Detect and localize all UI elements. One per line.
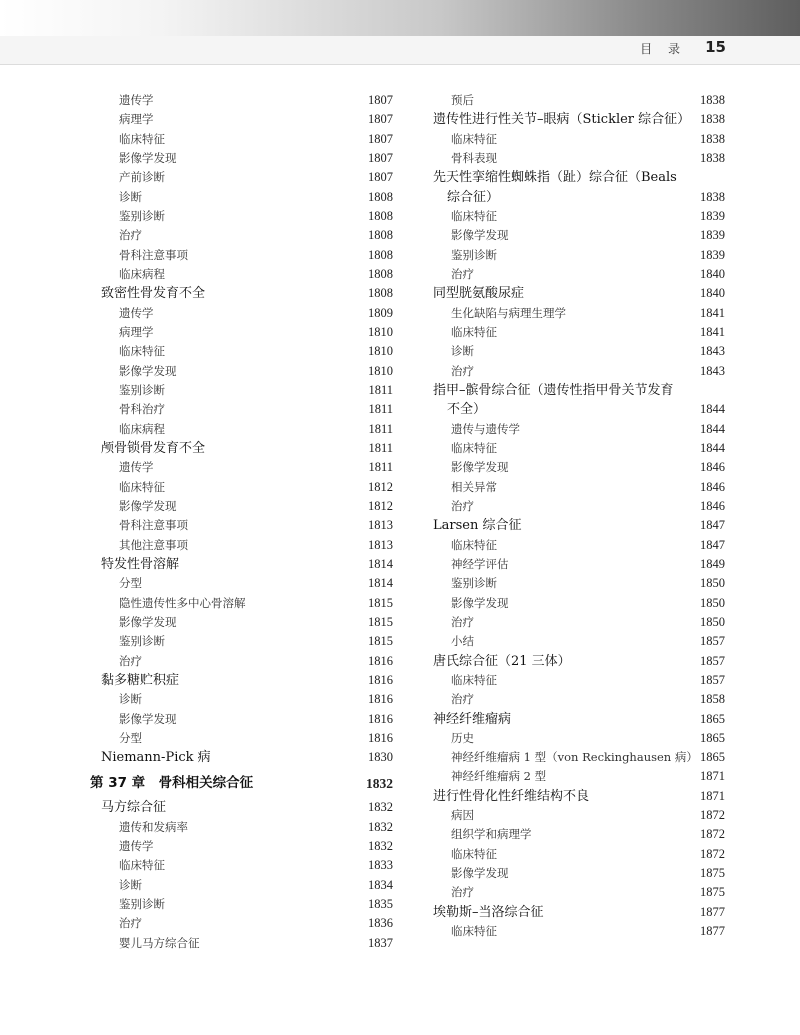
toc-entry [433, 207, 725, 226]
toc-entry-title: 治疗 [451, 614, 474, 629]
toc-entry-page: 1838 [700, 131, 725, 146]
toc-entry-title: 治疗 [119, 653, 142, 668]
toc-entry-page: 1872 [700, 827, 725, 842]
toc-entry-title: 鉴别诊断 [119, 208, 165, 223]
toc-entry-title: 分型 [119, 576, 142, 591]
toc-entry-title: 小结 [451, 634, 474, 649]
toc-entry-title: 遗传性进行性关节–眼病（Stickler 综合征） [433, 112, 691, 128]
section-label: 目 录 [640, 42, 686, 56]
toc-entry-page: 1808 [368, 189, 393, 204]
toc-entry-page: 1810 [368, 324, 393, 339]
toc-entry-title: 临床特征 [451, 846, 497, 861]
toc-entry [433, 265, 725, 284]
toc-entry [101, 110, 393, 129]
toc-entry [101, 710, 393, 729]
toc-entry [433, 188, 725, 207]
toc-entry-page: 1850 [700, 614, 725, 629]
toc-entry-title: 治疗 [451, 266, 474, 281]
toc-entry [433, 825, 725, 844]
toc-entry-page: 1840 [700, 266, 725, 281]
toc-entry-page: 1839 [700, 208, 725, 223]
toc-entry [101, 594, 393, 613]
toc-entry [433, 748, 725, 767]
toc-entry-title: 临床特征 [119, 858, 165, 873]
toc-entry-page: 1813 [368, 537, 393, 552]
toc-entry-title: 病因 [451, 808, 474, 823]
toc-entry-title: 临床特征 [451, 440, 497, 455]
toc-entry-page: 1872 [700, 846, 725, 861]
toc-entry-page: 1830 [368, 750, 393, 765]
toc-entry [433, 110, 725, 129]
toc-entry [101, 149, 393, 168]
toc-entry-page: 1858 [700, 692, 725, 707]
toc-entry-title: 组织学和病理学 [451, 827, 532, 842]
toc-entry-title: 临床特征 [451, 924, 497, 939]
toc-entry [101, 729, 393, 748]
toc-entry [433, 130, 725, 149]
toc-entry [433, 922, 725, 941]
toc-entry-page: 1811 [368, 382, 393, 397]
toc-entry [101, 284, 393, 303]
toc-entry [433, 381, 725, 400]
toc-entry-page: 1833 [368, 858, 393, 873]
toc-entry-page: 1807 [368, 93, 393, 107]
toc-entry-page: 1865 [700, 730, 725, 745]
toc-entry [101, 91, 393, 110]
toc-entry-page: 1807 [368, 170, 393, 185]
toc-entry-title: 不全） [447, 402, 487, 418]
top-gradient-bar [0, 0, 800, 36]
toc-entry-title: 影像学发现 [119, 363, 177, 378]
toc-entry-title: 影像学发现 [451, 460, 509, 475]
toc-entry-page: 1871 [700, 788, 725, 803]
toc-entry [101, 574, 393, 593]
toc-entry-page: 1846 [700, 460, 725, 475]
toc-entry [433, 304, 725, 323]
toc-entry-page: 1857 [700, 672, 725, 687]
toc-entry-title: 诊断 [119, 877, 142, 892]
toc-entry-page: 1810 [368, 344, 393, 359]
toc-entry-title: 神经纤维瘤病 1 型（von Reckinghausen 病） [451, 750, 698, 765]
toc-entry [101, 207, 393, 226]
toc-entry-page: 1844 [700, 440, 725, 455]
toc-entry-title: 遗传和发病率 [119, 819, 188, 834]
toc-entry [433, 420, 725, 439]
toc-entry-title: 治疗 [119, 228, 142, 243]
toc-entry-page: 1843 [700, 344, 725, 359]
toc-entry-title: 治疗 [451, 498, 474, 513]
toc-entry-page: 1839 [700, 228, 725, 243]
toc-entry-page: 1815 [368, 634, 393, 649]
toc-entry-title: 影像学发现 [119, 711, 177, 726]
toc-entry-title: 影像学发现 [119, 614, 177, 629]
toc-entry-title: 唐氏综合征（21 三体） [433, 653, 571, 669]
toc-entry-title: 临床特征 [451, 208, 497, 223]
toc-entry-page: 1865 [700, 750, 725, 765]
toc-entry-page: 1807 [368, 150, 393, 165]
chapter-heading [90, 769, 393, 798]
toc-entry [433, 400, 725, 419]
toc-entry [433, 903, 725, 922]
toc-entry-page: 1844 [700, 421, 725, 436]
toc-entry-page: 1850 [700, 576, 725, 591]
toc-entry-title: 神经纤维瘤病 [433, 711, 512, 727]
toc-entry-title: 埃勒斯–当洛综合征 [433, 904, 544, 920]
toc-entry-title: 先天性挛缩性蜘蛛指（趾）综合征（Beals [433, 170, 677, 186]
toc-entry-page: 1865 [700, 711, 725, 726]
toc-entry-page: 1847 [700, 518, 725, 533]
toc-entry-page: 1807 [368, 131, 393, 146]
toc-entry-page: 1832 [368, 800, 393, 815]
toc-entry-title: 相关异常 [451, 479, 497, 494]
toc-entry-title: 诊断 [119, 692, 142, 707]
toc-entry-page: 1816 [368, 653, 393, 668]
toc-entry-title: 特发性骨溶解 [101, 556, 180, 572]
toc-entry [101, 265, 393, 284]
toc-entry-title: 临床特征 [119, 344, 165, 359]
toc-entry [433, 594, 725, 613]
toc-entry-title: 临床特征 [119, 479, 165, 494]
toc-entry [101, 798, 393, 817]
toc-entry-page: 1841 [700, 305, 725, 320]
toc-entry [433, 555, 725, 574]
toc-entry-title: 综合征） [447, 189, 500, 205]
toc-entry-title: 骨科表现 [451, 150, 497, 165]
toc-entry-title: 治疗 [451, 363, 474, 378]
toc-entry-title: 临床特征 [451, 324, 497, 339]
toc-entry-title: 影像学发现 [119, 498, 177, 513]
toc-entry-title: 影像学发现 [119, 150, 177, 165]
toc-entry-title: 临床特征 [119, 131, 165, 146]
toc-entry-title: 鉴别诊断 [119, 634, 165, 649]
toc-entry-title: 隐性遗传性多中心骨溶解 [119, 595, 246, 610]
toc-entry-page: 1846 [700, 479, 725, 494]
toc-entry-title: 进行性骨化性纤维结构不良 [433, 788, 590, 804]
toc-entry-page: 1875 [700, 885, 725, 900]
toc-entry-title: 黏多糖贮积症 [101, 672, 180, 688]
toc-entry-title: 骨科注意事项 [119, 518, 188, 533]
toc-entry-title: 马方综合征 [101, 800, 167, 816]
toc-entry-title: 遗传学 [119, 460, 154, 475]
toc-entry-title: 临床特征 [451, 537, 497, 552]
toc-entry [101, 497, 393, 516]
toc-entry-page: 1834 [368, 877, 393, 892]
toc-entry [433, 690, 725, 709]
toc-entry-page: 1857 [700, 653, 725, 668]
toc-entry-title: 致密性骨发育不全 [101, 286, 206, 302]
toc-entry-title: 指甲–髌骨综合征（遗传性指甲骨关节发育 [433, 382, 674, 398]
toc-entry-page: 1816 [368, 692, 393, 707]
toc-entry-page: 1844 [700, 402, 725, 417]
toc-entry [433, 516, 725, 535]
toc-entry-page: 1815 [368, 595, 393, 610]
toc-entry-page: 1839 [700, 247, 725, 262]
toc-entry [433, 91, 725, 110]
toc-entry-title: 生化缺陷与病理生理学 [451, 305, 566, 320]
toc-entry [433, 478, 725, 497]
toc-entry-page: 1813 [368, 518, 393, 533]
toc-entry-page: 1847 [700, 537, 725, 552]
toc-entry-title: 治疗 [119, 916, 142, 931]
toc-entry [433, 536, 725, 555]
toc-entry-title: 婴儿马方综合征 [119, 935, 200, 950]
toc-entry [101, 536, 393, 555]
toc-entry-title: 病理学 [119, 112, 154, 127]
toc-entry-page: 1857 [700, 634, 725, 649]
toc-entry-title: 病理学 [119, 324, 154, 339]
toc-entry-page: 1811 [368, 460, 393, 475]
toc-entry-title: 临床病程 [119, 421, 165, 436]
toc-entry [433, 168, 725, 187]
toc-entry [433, 806, 725, 825]
toc-entry-page: 1840 [700, 286, 725, 301]
toc-entry-title: 预后 [451, 93, 474, 107]
toc-entry [101, 420, 393, 439]
toc-entry-page: 1850 [700, 595, 725, 610]
toc-entry-page: 1811 [368, 440, 393, 455]
toc-entry-page: 1872 [700, 808, 725, 823]
toc-entry-page: 1838 [700, 112, 725, 127]
toc-entry [101, 304, 393, 323]
toc-entry-page: 1871 [700, 769, 725, 784]
toc-entry [101, 168, 393, 187]
toc-entry [433, 864, 725, 883]
toc-entry [101, 671, 393, 690]
toc-entry [433, 845, 725, 864]
toc-entry-title: 鉴别诊断 [451, 576, 497, 591]
toc-entry-title: 其他注意事项 [119, 537, 188, 552]
toc-entry [101, 362, 393, 381]
toc-entry [101, 342, 393, 361]
toc-entry [433, 574, 725, 593]
toc-entry-title: 治疗 [451, 692, 474, 707]
toc-entry-page: 1835 [368, 897, 393, 912]
toc-entry-title: Larsen 综合征 [433, 518, 522, 534]
toc-entry-page: 1808 [368, 286, 393, 301]
toc-entry [101, 914, 393, 933]
toc-entry-page: 1846 [700, 498, 725, 513]
toc-entry-title: 第 37 章 骨科相关综合征 [90, 775, 254, 792]
toc-entry-title: 分型 [119, 730, 142, 745]
toc-entry-page: 1841 [700, 324, 725, 339]
toc-left-column [90, 91, 393, 953]
toc-entry [101, 613, 393, 632]
toc-entry [101, 652, 393, 671]
toc-entry-page: 1843 [700, 363, 725, 378]
toc-entry-title: 临床病程 [119, 266, 165, 281]
toc-entry-title: 遗传学 [119, 93, 154, 107]
toc-entry-page: 1849 [700, 556, 725, 571]
toc-entry-page: 1838 [700, 150, 725, 165]
toc-entry-page: 1877 [700, 924, 725, 939]
toc-entry [101, 458, 393, 477]
toc-entry [101, 188, 393, 207]
toc-entry [433, 652, 725, 671]
toc-entry-page: 1808 [368, 247, 393, 262]
toc-entry-page: 1816 [368, 672, 393, 687]
toc-entry-page: 1807 [368, 112, 393, 127]
toc-entry-title: 遗传学 [119, 839, 154, 854]
toc-right-column [433, 91, 725, 941]
toc-entry [433, 342, 725, 361]
toc-entry [101, 876, 393, 895]
toc-entry [433, 149, 725, 168]
toc-entry-page: 1832 [366, 776, 393, 792]
toc-entry [101, 400, 393, 419]
toc-entry-title: 临床特征 [451, 672, 497, 687]
toc-entry-page: 1812 [368, 479, 393, 494]
toc-entry-page: 1811 [368, 402, 393, 417]
toc-entry-page: 1814 [368, 556, 393, 571]
toc-entry-title: 颅骨锁骨发育不全 [101, 440, 206, 456]
toc-entry [433, 613, 725, 632]
toc-entry-title: 鉴别诊断 [119, 382, 165, 397]
toc-entry [101, 837, 393, 856]
toc-entry [433, 362, 725, 381]
toc-entry [433, 246, 725, 265]
toc-entry [101, 381, 393, 400]
toc-entry [101, 748, 393, 767]
toc-entry-title: 诊断 [451, 344, 474, 359]
toc-entry-page: 1875 [700, 866, 725, 881]
toc-entry-title: 临床特征 [451, 131, 497, 146]
toc-entry-page: 1808 [368, 228, 393, 243]
toc-entry [433, 671, 725, 690]
toc-entry [101, 555, 393, 574]
toc-entry [101, 516, 393, 535]
toc-entry-title: 遗传学 [119, 305, 154, 320]
toc-entry-page: 1877 [700, 904, 725, 919]
toc-entry-title: 历史 [451, 730, 474, 745]
toc-entry [433, 710, 725, 729]
toc-entry-page: 1809 [368, 305, 393, 320]
toc-entry [101, 478, 393, 497]
toc-entry [101, 934, 393, 953]
toc-entry [433, 497, 725, 516]
toc-entry-page: 1808 [368, 208, 393, 223]
toc-entry [433, 284, 725, 303]
toc-entry-page: 1814 [368, 576, 393, 591]
page-number: 15 [705, 38, 726, 56]
toc-entry [433, 632, 725, 651]
toc-entry-title: 鉴别诊断 [451, 247, 497, 262]
toc-entry-title: Niemann-Pick 病 [101, 750, 211, 766]
toc-entry [433, 787, 725, 806]
toc-entry [101, 818, 393, 837]
toc-entry-title: 鉴别诊断 [119, 897, 165, 912]
toc-entry [433, 226, 725, 245]
toc-entry-page: 1810 [368, 363, 393, 378]
toc-entry-title: 产前诊断 [119, 170, 165, 185]
toc-entry-page: 1812 [368, 498, 393, 513]
toc-entry-title: 骨科治疗 [119, 402, 165, 417]
toc-entry-title: 神经学评估 [451, 556, 509, 571]
toc-entry [101, 226, 393, 245]
toc-entry-page: 1832 [368, 819, 393, 834]
toc-entry-title: 神经纤维瘤病 2 型 [451, 769, 547, 784]
toc-entry-title: 影像学发现 [451, 228, 509, 243]
toc-entry-page: 1816 [368, 711, 393, 726]
toc-entry-page: 1811 [368, 421, 393, 436]
toc-entry-title: 治疗 [451, 885, 474, 900]
toc-entry-title: 影像学发现 [451, 595, 509, 610]
toc-entry-page: 1838 [700, 189, 725, 204]
toc-entry-page: 1837 [368, 935, 393, 950]
toc-entry [433, 729, 725, 748]
toc-entry [101, 895, 393, 914]
toc-entry [101, 246, 393, 265]
toc-entry [101, 323, 393, 342]
toc-entry-title: 骨科注意事项 [119, 247, 188, 262]
toc-entry-page: 1808 [368, 266, 393, 281]
toc-entry-title: 遗传与遗传学 [451, 421, 520, 436]
toc-entry [101, 856, 393, 875]
toc-entry-page: 1838 [700, 93, 725, 107]
toc-entry [433, 458, 725, 477]
toc-entry [101, 690, 393, 709]
toc-entry [101, 632, 393, 651]
toc-entry-page: 1816 [368, 730, 393, 745]
toc-entry-title: 影像学发现 [451, 866, 509, 881]
toc-entry [433, 323, 725, 342]
toc-entry-page: 1836 [368, 916, 393, 931]
toc-entry-title: 诊断 [119, 189, 142, 204]
toc-entry-page: 1832 [368, 839, 393, 854]
toc-entry-title: 同型胱氨酸尿症 [433, 286, 525, 302]
toc-entry [101, 439, 393, 458]
toc-entry [101, 130, 393, 149]
toc-entry [433, 767, 725, 786]
toc-entry [433, 883, 725, 902]
toc-entry [433, 439, 725, 458]
toc-entry-page: 1815 [368, 614, 393, 629]
